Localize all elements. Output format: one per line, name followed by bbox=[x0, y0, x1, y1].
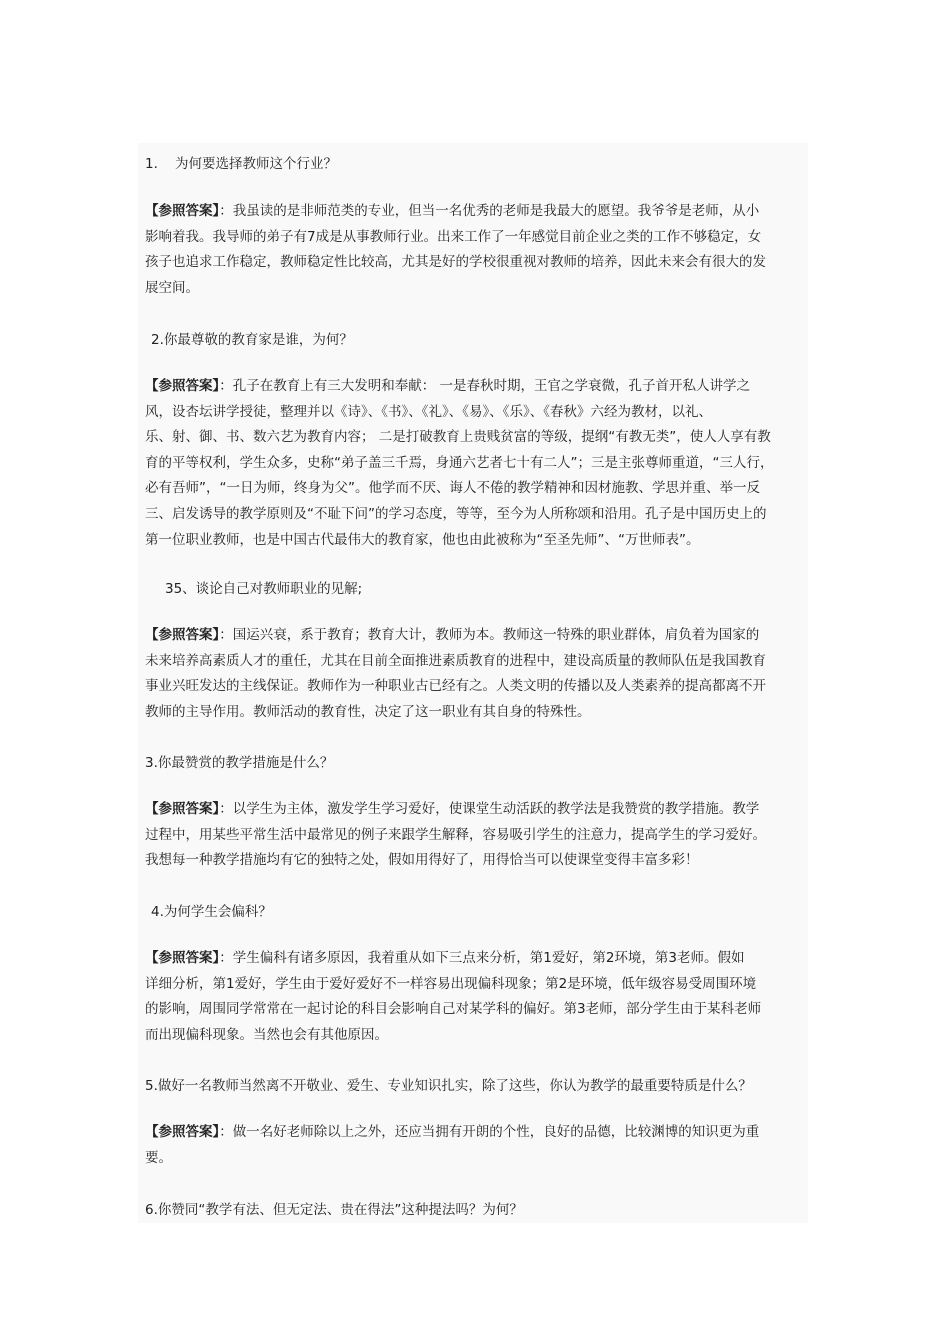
answer-text: ：我虽读的是非师范类的专业，但当一名优秀的老师是我最大的愿望。我爷爷是老师，从小 bbox=[219, 203, 760, 219]
answer-line: 必有吾师”，“一日为师，终身为父”。他学而不厌、诲人不倦的教学精神和因材施教、学思并重、举一反 bbox=[145, 480, 760, 497]
answer-4 bbox=[145, 946, 761, 1048]
answer-2 bbox=[145, 374, 773, 553]
question-6: 6.你赞同“教学有法、但无定法、贵在得法”这种提法吗？为何？ bbox=[145, 1202, 523, 1218]
answer-line: 教师的主导作用。教师活动的教育性，决定了这一职业有其自身的特殊性。 bbox=[145, 703, 591, 720]
question-4: 4.为何学生会偏科？ bbox=[151, 904, 272, 920]
answer-line: 乐、射、御、书、数六艺为教育内容； 二是打破教育上贵贱贫富的等级，提纲“有教无类”，使人人享有教 bbox=[145, 429, 771, 446]
answer-label: 【参照答案】 bbox=[145, 950, 220, 966]
answer-label: 【参照答案】 bbox=[145, 801, 220, 817]
answer-line: 育的平等权利，学生众多，史称“弟子盖三千焉，身通六艺者七十有二人”；三是主张尊师重道，“三人行， bbox=[145, 454, 774, 471]
answer-label: 【参照答案】 bbox=[145, 627, 220, 643]
answer-text: ：国运兴衰，系于教育；教育大计，教师为本。教师这一特殊的职业群体，肩负着为国家的 bbox=[219, 627, 760, 643]
answer-line: 事业兴旺发达的主线保证。教师作为一种职业古已经有之。人类文明的传播以及人类素养的提高都离不开 bbox=[145, 678, 766, 695]
answer-label: 【参照答案】 bbox=[145, 1124, 220, 1140]
answer-line: 风，设杏坛讲学授徒，整理并以《诗》、《书》、《礼》、《易》、《乐》、《春秋》六经为教材，以礼、 bbox=[145, 403, 712, 420]
answer-35 bbox=[145, 623, 766, 725]
answer-line bbox=[145, 1120, 759, 1146]
answer-line bbox=[145, 623, 766, 649]
answer-line bbox=[145, 374, 773, 400]
answer-text: ：孔子在教育上有三大发明和奉献： 一是春秋时期，王官之学衰微，孔子首开私人讲学之 bbox=[219, 378, 751, 394]
answer-line: 三、启发诱导的教学原则及“不耻下问”的学习态度，等等，至今为人所称颂和沿用。孔子是中国历史上的 bbox=[145, 505, 767, 522]
answer-line bbox=[145, 946, 761, 972]
answer-label: 【参照答案】 bbox=[145, 378, 220, 394]
answer-5 bbox=[145, 1120, 759, 1171]
answer-line: 未来培养高素质人才的重任，尤其在目前全面推进素质教育的进程中，建设高质量的教师队伍是我国教育 bbox=[145, 652, 766, 669]
question-2: 2.你最尊敬的教育家是谁，为何？ bbox=[151, 332, 353, 348]
answer-line: 影响着我。我导师的弟子有7成是从事教师行业。出来工作了一年感觉目前企业之类的工作不够稳定，女 bbox=[145, 228, 762, 245]
question-1: 1. 为何要选择教师这个行业？ bbox=[145, 156, 338, 172]
answer-1 bbox=[145, 199, 766, 301]
answer-line: 第一位职业教师，也是中国古代最伟大的教育家，他也由此被称为“至圣先师”、“万世师表”。 bbox=[145, 531, 700, 548]
answer-line: 我想每一种教学措施均有它的独特之处，假如用得好了，用得恰当可以使课堂变得丰富多彩！ bbox=[145, 852, 699, 869]
answer-line bbox=[145, 199, 766, 225]
answer-text: ：做一名好老师除以上之外，还应当拥有开朗的个性，良好的品德，比较渊博的知识更为重 bbox=[219, 1124, 760, 1140]
answer-3 bbox=[145, 797, 766, 874]
question-5: 5.做好一名教师当然离不开敬业、爱生、专业知识扎实，除了这些，你认为教学的最重要特质是什么？ bbox=[145, 1078, 752, 1094]
question-3: 3.你最赞赏的教学措施是什么？ bbox=[145, 755, 334, 771]
answer-text: ：学生偏科有诸多原因，我着重从如下三点来分析，第1爱好，第2环境，第3老师。假如 bbox=[219, 950, 745, 966]
answer-line: 详细分析，第1爱好，学生由于爱好爱好不一样容易出现偏科现象；第2是环境，低年级容易受周围环境 bbox=[145, 975, 757, 992]
answer-line: 过程中，用某些平常生活中最常见的例子来跟学生解释，容易吸引学生的注意力，提高学生的学习爱好。 bbox=[145, 826, 766, 843]
answer-line: 孩子也追求工作稳定，教师稳定性比较高，尤其是好的学校很重视对教师的培养，因此未来会有很大的发 bbox=[145, 254, 766, 271]
answer-line: 要。 bbox=[145, 1149, 172, 1166]
answer-line: 的影响，周围同学常常在一起讨论的科目会影响自己对某学科的偏好。第3老师，部分学生由于某科老师 bbox=[145, 1001, 762, 1018]
answer-line: 而出现偏科现象。当然也会有其他原因。 bbox=[145, 1026, 388, 1043]
answer-text: ：以学生为主体，激发学生学习爱好，使课堂生动活跃的教学法是我赞赏的教学措施。教学 bbox=[219, 801, 760, 817]
question-35: 35、谈论自己对教师职业的见解; bbox=[165, 581, 363, 597]
answer-line: 展空间。 bbox=[145, 279, 199, 296]
answer-line bbox=[145, 797, 766, 823]
answer-label: 【参照答案】 bbox=[145, 203, 220, 219]
